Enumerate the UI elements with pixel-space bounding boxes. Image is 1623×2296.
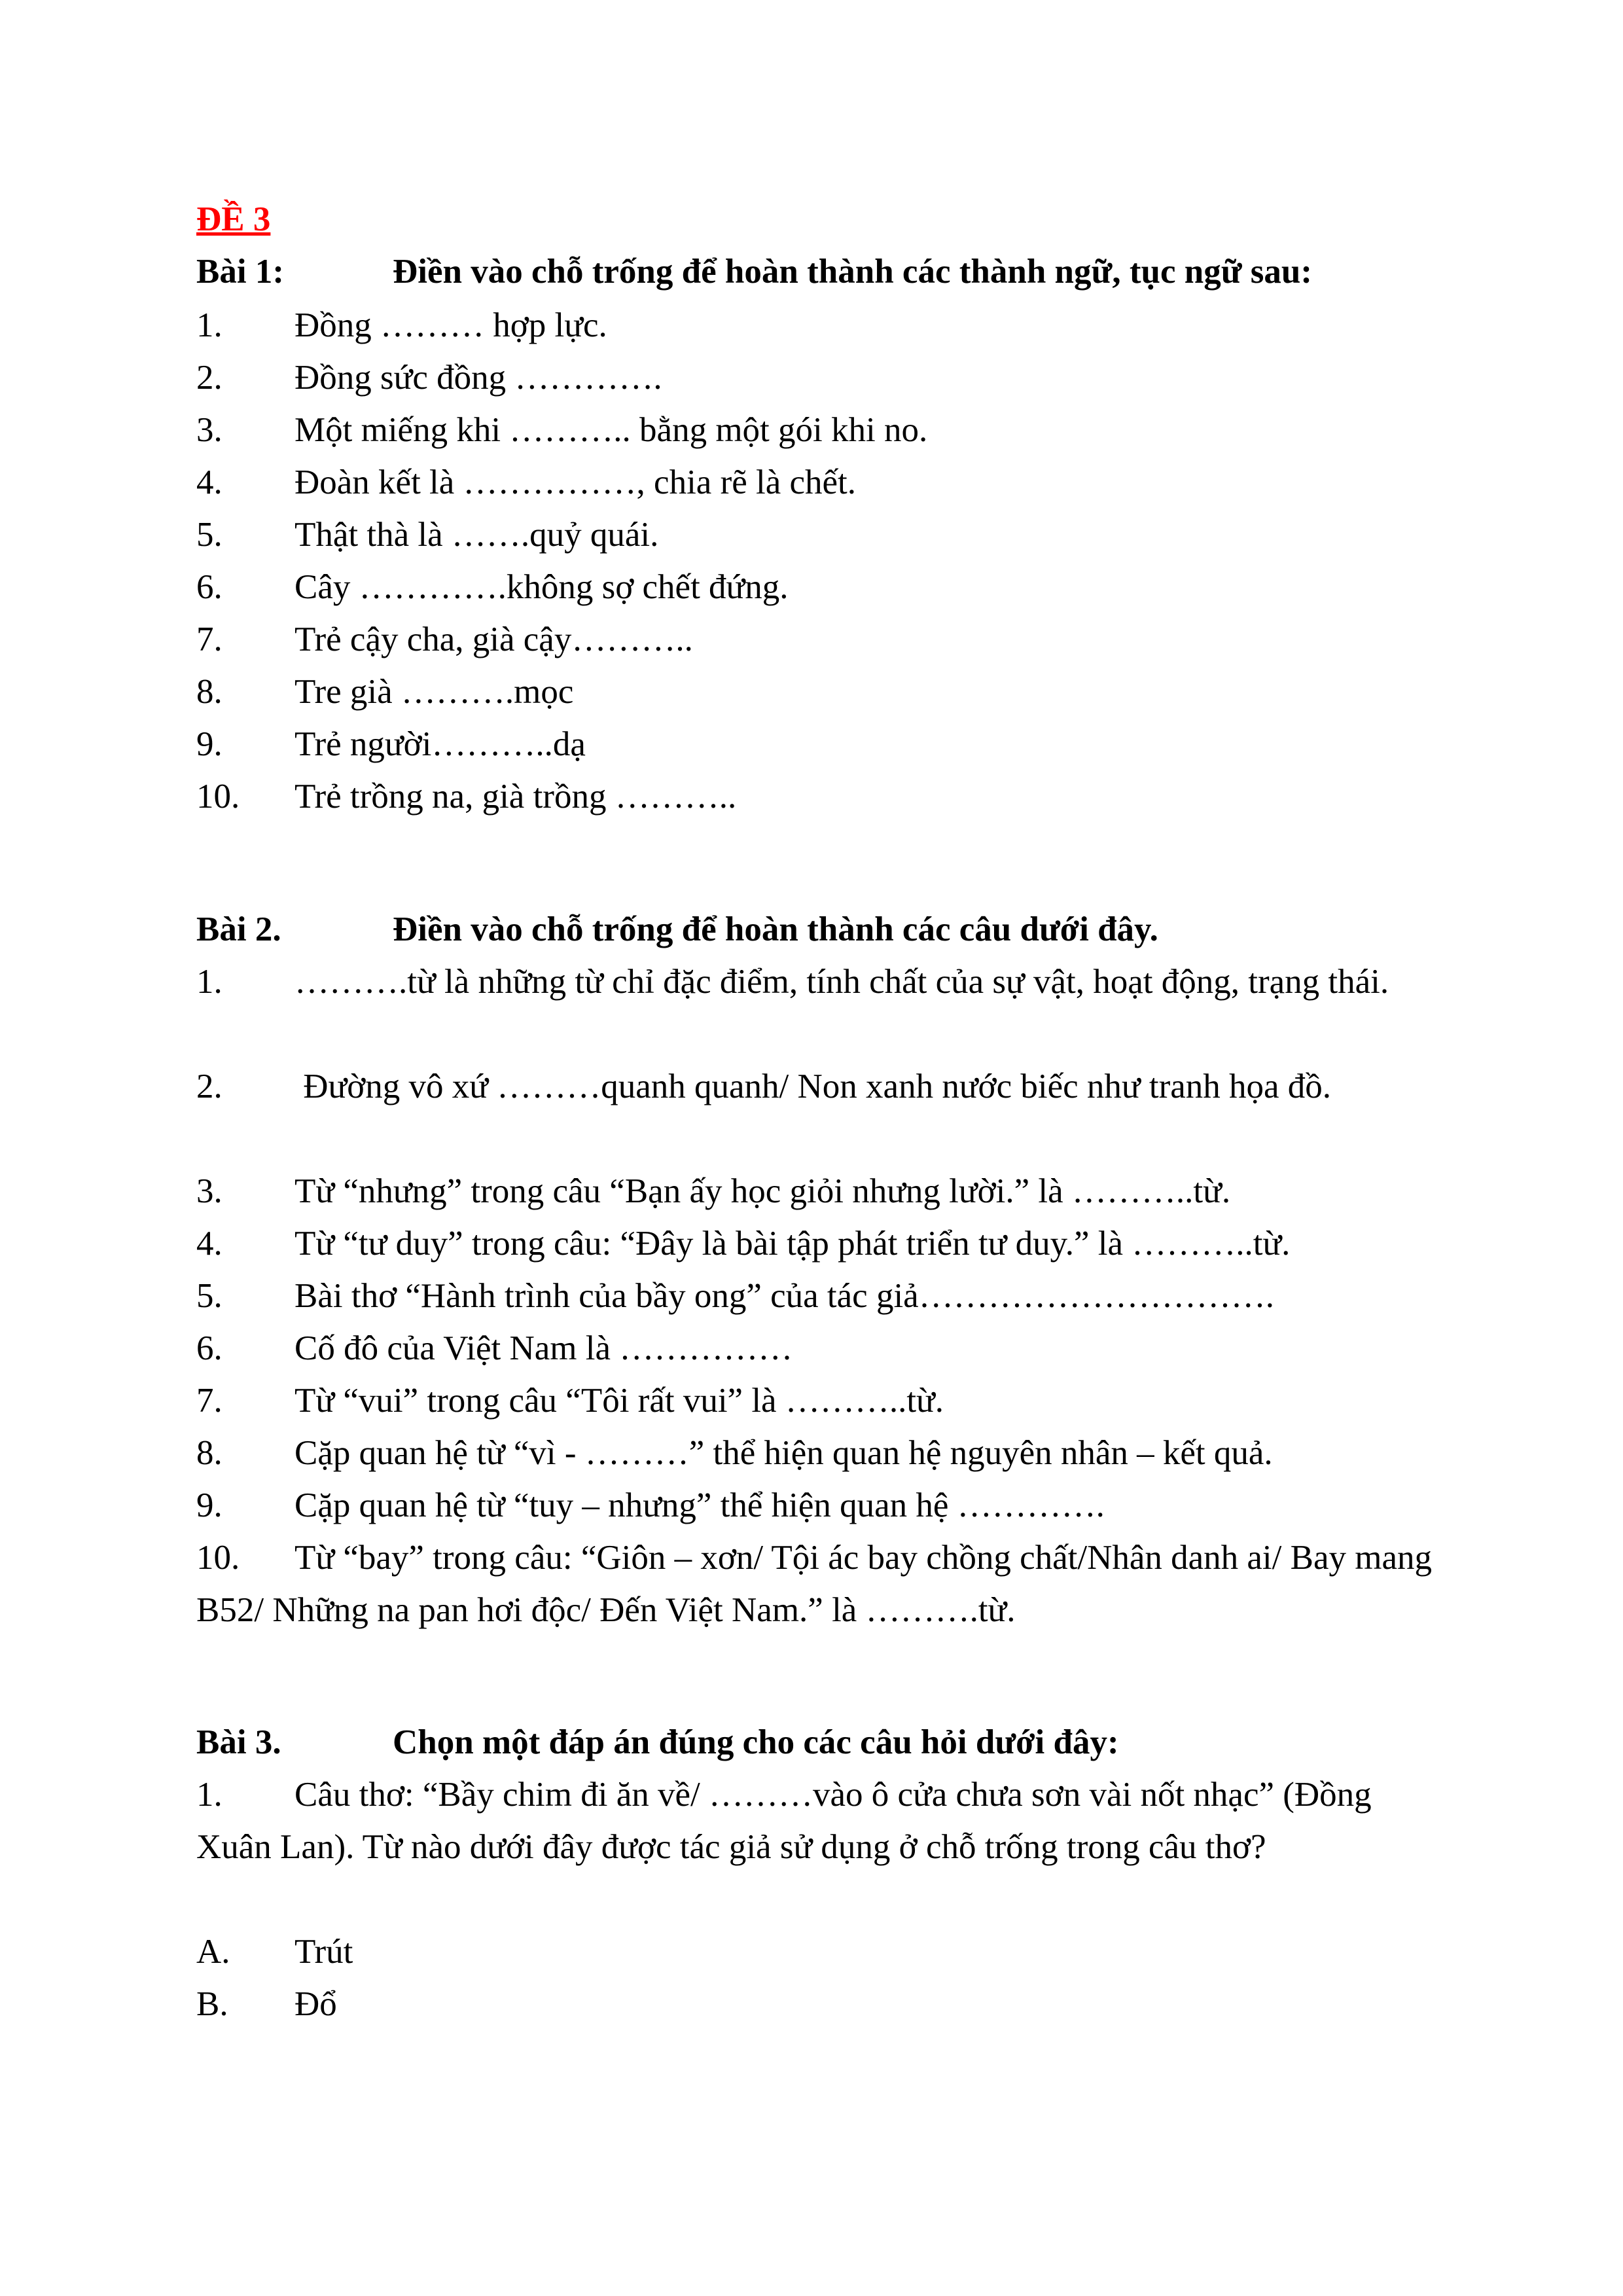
- item-number: 3.: [196, 1172, 223, 1210]
- item-text: Bài thơ “Hành trình của bầy ong” của tác giả………………………….: [294, 1277, 1274, 1315]
- list-item: [196, 509, 658, 561]
- item-number: 6.: [196, 568, 223, 606]
- item-text: Cặp quan hệ từ “tuy – nhưng” thể hiện quan hệ ………….: [294, 1486, 1105, 1524]
- item-number: 9.: [196, 725, 223, 763]
- item-text: Cây ………….không sợ chết đứng.: [294, 568, 789, 606]
- item-number: 1.: [196, 963, 223, 1001]
- list-item: [196, 1427, 1273, 1479]
- item-number: 9.: [196, 1486, 223, 1524]
- section-1-heading: [196, 245, 1312, 298]
- section-2-label: Bài 2.: [196, 910, 281, 948]
- list-item: [196, 404, 927, 456]
- list-item: [196, 1165, 1230, 1217]
- exam-title: ĐỀ 3: [196, 200, 271, 238]
- item-text: Từ “tư duy” trong câu: “Đây là bài tập phát triển tư duy.” là ………..từ.: [294, 1225, 1291, 1263]
- item-number: 5.: [196, 1277, 223, 1315]
- item-number: 6.: [196, 1329, 223, 1367]
- item-number: 10.: [196, 778, 240, 816]
- section-3-label: Bài 3.: [196, 1723, 281, 1761]
- item-text: Trẻ trồng na, già trồng ………..: [294, 778, 737, 816]
- item-text: Đường vô xứ ………quanh quanh/ Non xanh nước biếc như tranh họa đồ.: [294, 1067, 1332, 1105]
- list-item: [196, 956, 1440, 1008]
- list-item: [196, 1479, 1105, 1532]
- item-number: 8.: [196, 673, 223, 711]
- section-2-heading: [196, 903, 1158, 956]
- section-1-instruction: Điền vào chỗ trống để hoàn thành các thành ngữ, tục ngữ sau:: [393, 253, 1313, 291]
- item-text: Cố đô của Việt Nam là ……………: [294, 1329, 793, 1367]
- item-number: 4.: [196, 1225, 223, 1263]
- answer-option: [196, 1926, 353, 1978]
- list-item: [196, 351, 662, 404]
- item-text: Đoàn kết là ……………, chia rẽ là chết.: [294, 463, 857, 501]
- section-2-instruction: Điền vào chỗ trống để hoàn thành các câu dưới đây.: [393, 910, 1158, 948]
- item-number: 3.: [196, 411, 223, 449]
- item-text: Đồng sức đồng ………….: [294, 359, 662, 397]
- list-item: [196, 1217, 1290, 1270]
- list-item: [196, 613, 693, 666]
- list-item: [196, 1322, 793, 1374]
- list-item: [196, 456, 856, 509]
- item-text: Một miếng khi ……….. bằng một gói khi no.: [294, 411, 928, 449]
- option-letter: B.: [196, 1985, 228, 2023]
- item-text: Từ “bay” trong câu: “Giôn – xơn/ Tội ác bay chồng chất/Nhân danh ai/ Bay mang B52/ Những na pan hơi độc/ Đến Việt Nam.” là ……….từ.: [196, 1539, 1433, 1629]
- item-text: Tre già ……….mọc: [294, 673, 574, 711]
- list-item: [196, 1768, 1440, 1873]
- option-text: Trút: [294, 1933, 353, 1971]
- list-item: [196, 666, 573, 718]
- item-text: Đồng ……… hợp lực.: [294, 306, 607, 344]
- item-number: 7.: [196, 1382, 223, 1420]
- list-item: [196, 1532, 1440, 1636]
- item-number: 1.: [196, 1776, 223, 1814]
- option-letter: A.: [196, 1933, 230, 1971]
- answer-option: [196, 1978, 337, 2030]
- section-3-instruction: Chọn một đáp án đúng cho các câu hỏi dưới đây:: [393, 1723, 1119, 1761]
- list-item: [196, 718, 586, 770]
- item-number: 7.: [196, 620, 223, 658]
- list-item: [196, 1060, 1440, 1113]
- option-text: Đổ: [294, 1985, 337, 2023]
- item-text: Thật thà là …….quỷ quái.: [294, 516, 659, 554]
- list-item: [196, 1374, 944, 1427]
- item-number: 5.: [196, 516, 223, 554]
- item-text: Từ “vui” trong câu “Tôi rất vui” là ………..từ.: [294, 1382, 944, 1420]
- section-3-heading: [196, 1716, 1119, 1768]
- item-number: 2.: [196, 359, 223, 397]
- item-text: Cặp quan hệ từ “vì - ………” thể hiện quan hệ nguyên nhân – kết quả.: [294, 1434, 1273, 1472]
- item-number: 2.: [196, 1067, 223, 1105]
- item-number: 4.: [196, 463, 223, 501]
- list-item: [196, 561, 789, 613]
- list-item: [196, 299, 607, 351]
- item-text: ……….từ là những từ chỉ đặc điểm, tính chất của sự vật, hoạt động, trạng thái.: [294, 963, 1389, 1001]
- item-number: 8.: [196, 1434, 223, 1472]
- item-number: 10.: [196, 1539, 240, 1577]
- item-text: Trẻ cậy cha, già cậy………..: [294, 620, 693, 658]
- item-text: Câu thơ: “Bầy chim đi ăn về/ ………vào ô cửa chưa sơn vài nốt nhạc” (Đồng Xuân Lan). Từ nào dưới đây được tác giả sử dụng ở chỗ trống trong câu thơ?: [196, 1776, 1372, 1866]
- item-number: 1.: [196, 306, 223, 344]
- item-text: Từ “nhưng” trong câu “Bạn ấy học giỏi nhưng lười.” là ………..từ.: [294, 1172, 1231, 1210]
- item-text: Trẻ người………..dạ: [294, 725, 586, 763]
- section-1-label: Bài 1:: [196, 253, 284, 291]
- list-item: [196, 770, 736, 823]
- list-item: [196, 1270, 1274, 1322]
